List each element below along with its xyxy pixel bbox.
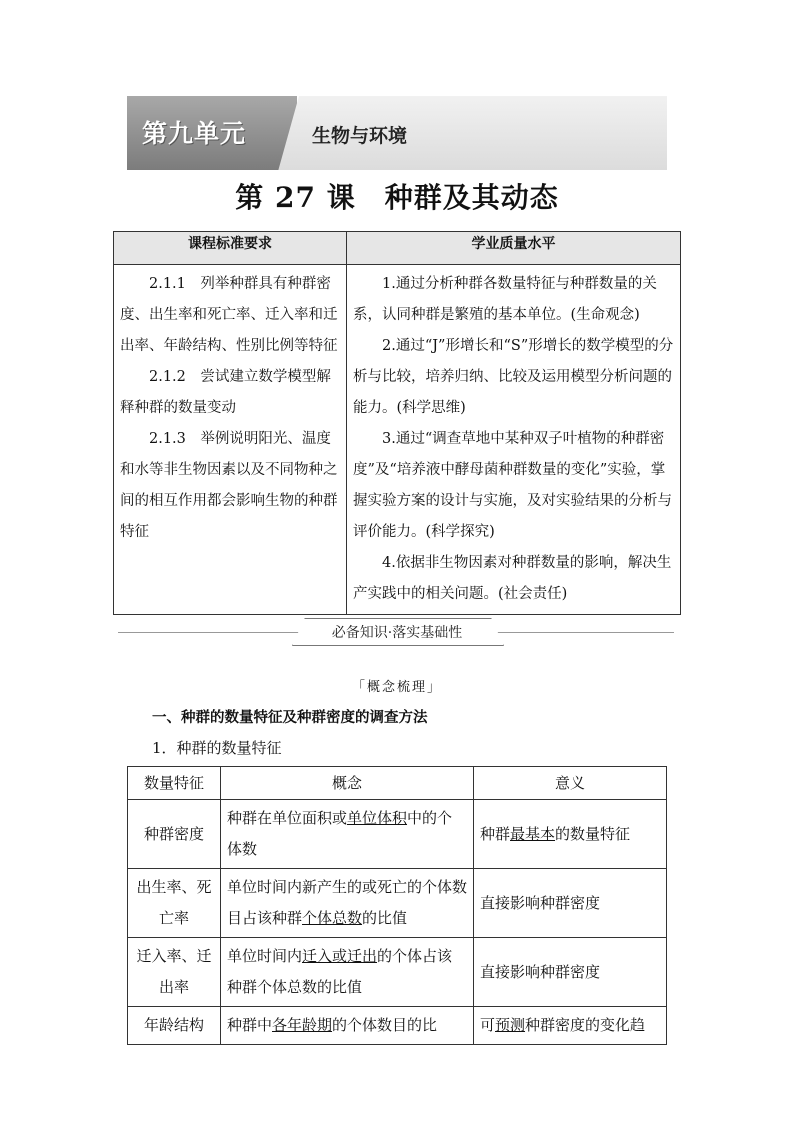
- feature-meaning: 种群最基本的数量特征: [474, 800, 667, 869]
- standards-left-cell: [114, 265, 347, 615]
- features-header: 概念: [221, 767, 474, 800]
- feature-name: 迁入率、迁出率: [128, 938, 221, 1007]
- quality-item: 3.通过“调查草地中某种双子叶植物的种群密度”及“培养液中酵母菌种群数量的变化”实验，掌握实验方案的设计与实施，及对实验结果的分析与评价能力。(科学探究): [353, 431, 672, 540]
- table-row: [128, 1007, 667, 1045]
- section-divider-label: 必备知识·落实基础性: [331, 625, 463, 641]
- table-row: [128, 869, 667, 938]
- quality-item: 1.通过分析种群各数量特征与种群数量的关系，认同种群是繁殖的基本单位。(生命观念): [353, 276, 657, 323]
- standards-header-left: 课程标准要求: [114, 232, 347, 265]
- underlined-term: 迁入或迁出: [302, 947, 378, 965]
- standards-right-cell: [347, 265, 681, 615]
- underlined-term: 个体总数: [302, 909, 363, 927]
- feature-concept: 单位时间内新产生的或死亡的个体数目占该种群个体总数的比值: [221, 869, 474, 938]
- features-header: 意义: [474, 767, 667, 800]
- standards-header-right: 学业质量水平: [347, 232, 681, 265]
- feature-concept: 种群在单位面积或单位体积中的个体数: [221, 800, 474, 869]
- underlined-term: 单位体积: [347, 809, 408, 827]
- features-header: 数量特征: [128, 767, 221, 800]
- quality-item: 2.通过“J”形增长和“S”形增长的数学模型的分析与比较，培养归纳、比较及运用模型分析问题的能力。(科学思维): [353, 338, 674, 416]
- standards-table: [113, 231, 681, 615]
- standard-item: 2.1.1 列举种群具有种群密度、出生率和死亡率、迁入率和迁出率、年龄结构、性别比例等特征: [120, 276, 338, 354]
- feature-meaning: 直接影响种群密度: [474, 938, 667, 1007]
- feature-name: 年龄结构: [128, 1007, 221, 1045]
- standard-item: 2.1.3 举例说明阳光、温度和水等非生物因素以及不同物种之间的相互作用都会影响生物的种群特征: [120, 431, 338, 540]
- sub-heading: 1．种群的数量特征: [152, 739, 282, 757]
- feature-name: 种群密度: [128, 800, 221, 869]
- quality-item: 4.依据非生物因素对种群数量的影响，解决生产实践中的相关问题。(社会责任): [353, 555, 672, 602]
- concept-label: 「概念梳理」: [351, 680, 442, 695]
- underlined-term: 各年龄期: [272, 1016, 333, 1034]
- section-heading: 一、种群的数量特征及种群密度的调查方法: [152, 709, 428, 726]
- feature-name: 出生率、死亡率: [128, 869, 221, 938]
- features-table: [127, 766, 667, 1045]
- feature-meaning: 直接影响种群密度: [474, 869, 667, 938]
- table-row: [128, 800, 667, 869]
- underlined-term: 预测: [495, 1016, 526, 1034]
- lesson-title: 第 27 课 种群及其动态: [235, 181, 559, 214]
- table-row: [128, 938, 667, 1007]
- unit-title: 生物与环境: [312, 125, 408, 147]
- standard-item: 2.1.2 尝试建立数学模型解释种群的数量变动: [120, 369, 331, 416]
- feature-meaning: 可预测种群密度的变化趋: [474, 1007, 667, 1045]
- underlined-term: 最基本: [510, 824, 556, 843]
- feature-concept: 种群中各年龄期的个体数目的比: [221, 1007, 474, 1045]
- feature-concept: 单位时间内迁入或迁出的个体占该种群个体总数的比值: [221, 938, 474, 1007]
- unit-label: 第九单元: [142, 119, 247, 148]
